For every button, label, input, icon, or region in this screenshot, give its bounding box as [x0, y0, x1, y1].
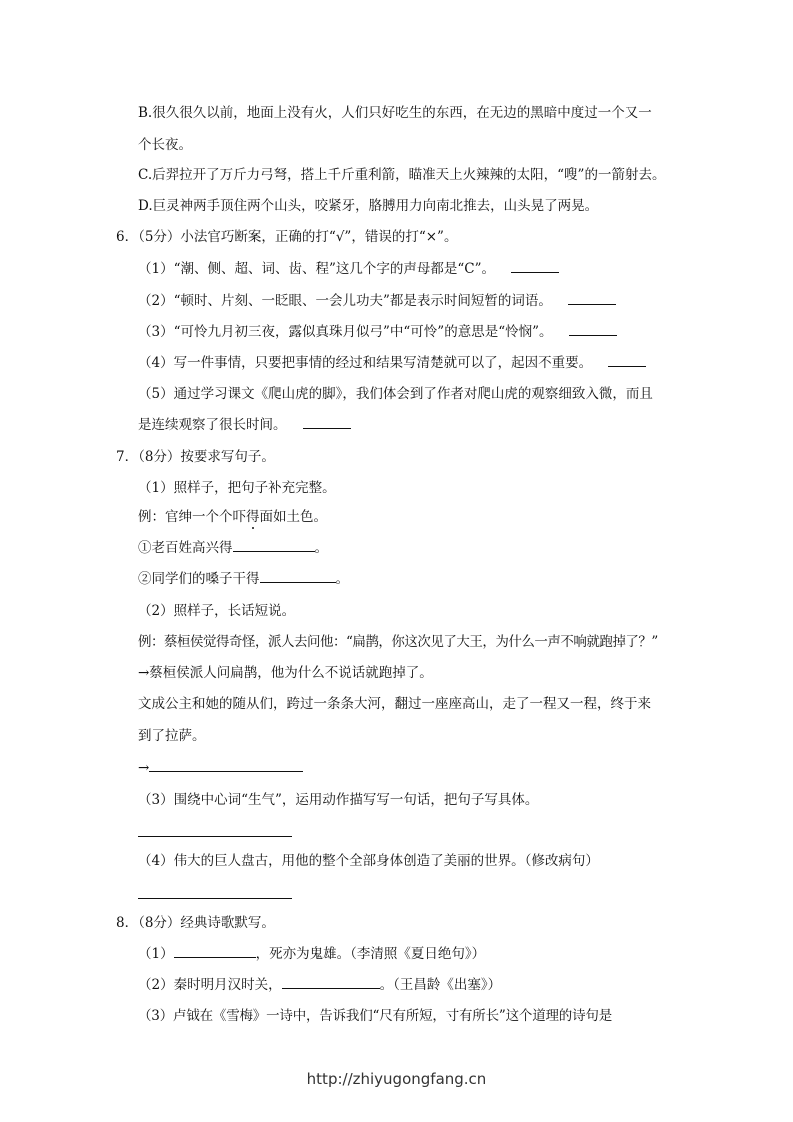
q7-passage-line2: 到了拉萨。 [138, 728, 206, 744]
q8-item-1-pre: （1） [138, 946, 174, 962]
q7-example1-emphasis: 得 [246, 509, 260, 525]
q5-option-d: D.巨灵神两手顶住两个山头，咬紧牙，胳膊用力向南北推去，山头晃了两晃。 [138, 198, 599, 214]
q7-sentence-1 [138, 539, 328, 557]
q8-item-1 [138, 945, 485, 963]
footer-url: http://zhiyugongfang.cn [306, 1070, 487, 1088]
q6-item-5-line2 [138, 416, 351, 434]
q8-item-1-post: ，死亦为鬼雄。（李清照《夏日绝句》） [255, 946, 486, 962]
q7-sentence-2-blank[interactable] [260, 570, 336, 583]
q7-example2-line1: 例：蔡桓侯觉得奇怪，派人去问他：“扁鹊，你这次见了大王，为什么一声不响就跑掉了？” [138, 634, 658, 650]
q6-item-5-line1: （5）通过学习课文《爬山虎的脚》，我们体会到了作者对爬山虎的观察细致入微，而且 [138, 386, 653, 402]
q5-option-c: C.后羿拉开了万斤力弓弩，搭上千斤重利箭，瞄准天上火辣辣的太阳，“嗖”的一箭射去。 [138, 167, 666, 183]
q7-part4-title: （4）伟大的巨人盘古，用他的整个全部身体创造了美丽的世界。（修改病句） [138, 853, 599, 869]
q7-sentence-1-end: 。 [314, 540, 328, 556]
q6-item-4 [138, 354, 646, 372]
q8-item-2 [138, 976, 501, 994]
arrow-icon: → [138, 760, 150, 776]
q6-item-2 [138, 292, 616, 310]
q7-example1-pre: 例：官绅一个个吓 [138, 509, 246, 525]
q6-item-4-text: （4）写一件事情，只要把事情的经过和结果写清楚就可以了，起因不重要。 [138, 355, 593, 371]
q5-option-b-line2: 个长夜。 [138, 137, 192, 153]
q7-part4-answer-line[interactable] [138, 898, 292, 899]
q7-sentence-2-text: ②同学们的嗓子干得 [138, 571, 260, 587]
q7-example1 [138, 508, 327, 526]
q6-answer-blank-2[interactable] [568, 292, 616, 305]
q7-title: 7．（8分）按要求写句子。 [116, 449, 275, 465]
q7-sentence-1-blank[interactable] [233, 539, 315, 552]
q7-part3-title: （3）围绕中心词“生气”，运用动作描写写一句话，把句子写具体。 [138, 792, 539, 808]
q6-item-2-text: （2）“顿时、片刻、一眨眼、一会儿功夫”都是表示时间短暂的词语。 [138, 293, 552, 309]
q6-answer-blank-4[interactable] [608, 354, 646, 367]
q6-item-3-text: （3）“可怜九月初三夜，露似真珠月似弓”中“可怜”的意思是“怜悯”。 [138, 324, 553, 340]
q6-item-3 [138, 323, 617, 341]
q7-sentence-2-end: 。 [335, 571, 349, 587]
q6-answer-blank-1[interactable] [511, 260, 559, 273]
q6-item-1-text: （1）“潮、侧、超、词、齿、程”这几个字的声母都是“C”。 [138, 261, 496, 277]
q8-item-2-post: 。（王昌龄《出塞》） [379, 977, 502, 993]
q7-part1-title: （1）照样子，把句子补充完整。 [138, 480, 336, 496]
q7-part3-answer-line[interactable] [138, 836, 292, 837]
q7-sentence-2 [138, 570, 349, 588]
q7-part2-title: （2）照样子，长话短说。 [138, 603, 296, 619]
q8-title: 8．（8分）经典诗歌默写。 [116, 915, 275, 931]
q7-example1-post: 面如土色。 [259, 509, 327, 525]
q8-item-3: （3）卢钺在《雪梅》一诗中，告诉我们“尺有所短，寸有所长”这个道理的诗句是 [138, 1008, 612, 1024]
q7-rewrite-blank[interactable] [149, 759, 303, 772]
q8-item-1-blank[interactable] [174, 945, 256, 958]
q7-passage-line1: 文成公主和她的随从们，跨过一条条大河，翻过一座座高山，走了一程又一程，终于来 [138, 696, 651, 712]
q6-answer-blank-3[interactable] [569, 323, 617, 336]
q7-rewrite-arrow [138, 759, 303, 777]
q6-answer-blank-5[interactable] [303, 416, 351, 429]
q6-item-1 [138, 260, 559, 278]
q8-item-2-blank[interactable] [282, 976, 380, 989]
q7-example2-line2: →蔡桓侯派人问扁鹊，他为什么不说话就跑掉了。 [138, 665, 433, 681]
q6-item-5-text: 是连续观察了很长时间。 [138, 417, 287, 433]
q5-option-b-line1: B.很久很久以前，地面上没有火，人们只好吃生的东西，在无边的黑暗中度过一个又一 [138, 105, 652, 121]
q7-sentence-1-text: ①老百姓高兴得 [138, 540, 233, 556]
q8-item-2-pre: （2）秦时明月汉时关， [138, 977, 282, 993]
q6-title: 6．（5分）小法官巧断案，正确的打“√”，错误的打“×”。 [116, 229, 458, 245]
